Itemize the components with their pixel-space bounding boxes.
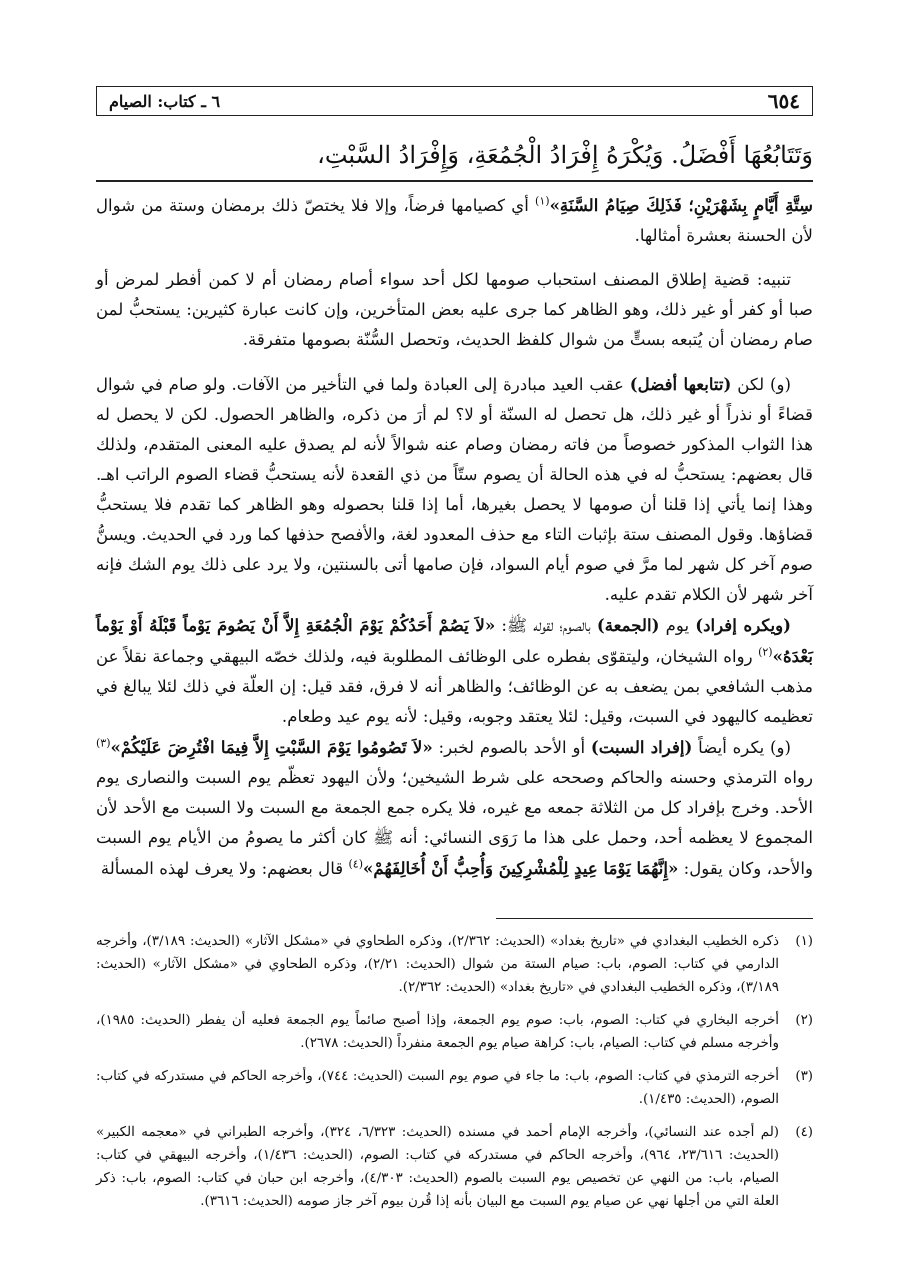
footnote xyxy=(96,1065,813,1111)
paragraph-lead: (و) لكن xyxy=(731,375,791,394)
footnote-text: أخرجه البخاري في كتاب: الصوم، باب: صوم يوم الجمعة، وإذا أصبح صائماً يوم الجمعة فعليه أن يفطر (الحديث: ١٩٨٥)، وأخرجه مسلم في كتاب: الصيام، باب: كراهة صيام يوم الجمعة منفرداً (الحديث: ٢٦٧٨). xyxy=(96,1013,779,1051)
paragraph-text: رواه الترمذي وحسنه والحاكم وصححه على شرط الشيخين؛ ولأن اليهود تعظّم يوم السبت والنصارى يوم الأحد. وخرج بإفراد كل من الثلاثة جمعه مع غيره، فلا يكره جمع الجمعة مع السبت ولا السبت مع الأحد لأن المجموع لا يعظمه أحد، وحمل على هذا ما رَوَى النسائي: أنه ﷺ كان أكثر ما يصومُ من الأيام يوم السبت والأحد، وكان يقول: xyxy=(96,768,813,878)
paragraph-5 xyxy=(96,732,813,884)
footnote xyxy=(96,1121,813,1213)
chapter-title: ٦ ـ كتاب: الصيام xyxy=(109,91,221,111)
paragraph-text: أي كصيامها فرضاً، وإلا فلا يختصّ ذلك برمضان وستة من شوال لأن الحسنة بعشرة أمثالها. xyxy=(96,196,813,245)
matn-divider xyxy=(96,180,813,182)
footnote-text: (لم أجده عند النسائي)، وأخرجه الإمام أحمد في مسنده (الحديث: ٦/٣٢٣، ٣٢٤)، وأخرجه الطبراني في «معجمه الكبير» (الحديث: ٢٣/٦١٦، ٩٦٤)، وأخرجه الحاكم في مستدركه في كتاب: الصوم، (الحديث: ١/٤٣٦)، وأخرجه البيهقي في كتاب: الصيام، باب: من النهي عن تخصيص يوم السبت بالصوم (الحديث: ٤/٣٠٣)، وأخرجه ابن حبان في كتاب: الصوم، باب: ذكر العلة التي من أجلها نهي عن صيام يوم السبت مع البيان بأنه إذا قُرن بيوم آخر جاز صومه (الحديث: ٣٦١٦). xyxy=(96,1125,779,1209)
page-number: ٦٥٤ xyxy=(767,89,800,113)
matn-quote: (الجمعة) xyxy=(596,615,660,635)
footnote-text: ذكره الخطيب البغدادي في «تاريخ بغداد» (الحديث: ٢/٣٦٢)، وذكره الطحاوي في «مشكل الآثار» (الحديث: ٣/١٨٩)، وأخرجه الدارمي في كتاب: الصوم، باب: صيام الستة من شوال (الحديث: ٢/٢١)، وذكره الطحاوي في «مشكل الآثار» (الحديث: ٣/١٨٩)، وذكره الخطيب البغدادي في «تاريخ بغداد» (الحديث: ٢/٣٦٢). xyxy=(96,934,779,995)
page-header xyxy=(96,86,813,116)
paragraph-3 xyxy=(96,369,813,610)
paragraph-text: يوم xyxy=(659,616,696,635)
matn-quote: (ويكره إفراد) xyxy=(695,615,791,635)
hadith-quote: «لاَ تَصُومُوا يَوْمَ السَّبْتِ إِلاَّ فِيمَا افْتُرِضَ عَلَيْكُمْ» xyxy=(110,737,433,757)
paragraph-text: بالصوم؛ لقوله ﷺ: xyxy=(495,616,597,635)
footnote-text: أخرجه الترمذي في كتاب: الصوم، باب: ما جاء في صوم يوم السبت (الحديث: ٧٤٤)، وأخرجه الحاكم في مستدركه في كتاب: الصوم، (الحديث: ١/٤٣٥). xyxy=(96,1069,779,1107)
paragraph-text: رواه الشيخان، وليتقوّى بفطره على الوظائف المطلوبة فيه، ولذلك خصّه البيهقي وجماعة نقلاً عن مذهب الشافعي بمن يضعف به عن الوظائف؛ والظاهر أنه لا فرق، فقد قيل: إن العلّة في ذلك لئلا يبالغ في تعظيمه كاليهود في السبت، وقيل: لئلا يعتقد وجوبه، وقيل: لأنه يوم عيد وطعام. xyxy=(96,647,813,726)
paragraph-text: عقب العيد مبادرة إلى العبادة ولما في التأخير من الآفات. ولو صام في شوال قضاءً أو نذراً أو غير ذلك، هل تحصل له السنّة أو لا؟ لم أرَ من ذكره، والظاهر الحصول. لكن لا يحصل له هذا الثواب المذكور خصوصاً من فاته رمضان وصام عنه شوالاً لأنه لم يصدق عليه المعنى المتقدم، ولذلك قال بعضهم: يستحبُّ له في هذه الحالة أن يصوم ستّاً من ذي القعدة لأنه يستحبُّ قضاء الصوم الراتب اهـ. وهذا إنما يأتي إذا قلنا أن صومها لا يحصل بغيرها، أما إذا قلنا بحصوله وهو الظاهر كما تقدم فلا يستحبُّ قضاؤها. وقول المصنف ستة بإثبات التاء مع حذف المعدود لغة، والأفصح حذفها كما ورد في الحديث. ويسنُّ صوم آخر كل شهر لما مرَّ في صوم أيام السواد، فإن صامها أتى بالسنتين، ولا يرد على ذلك يوم الشك فإنه آخر شهر لأن الكلام تقدم عليه. xyxy=(96,375,813,604)
hadith-fragment: سِتَّةِ أَيَّامٍ بِشَهْرَيْنِ؛ فَذَلِكَ صِيَامُ السَّنَةِ» xyxy=(549,195,814,215)
paragraph-1 xyxy=(96,190,813,251)
footnotes xyxy=(96,930,813,1223)
footnote-divider xyxy=(496,918,813,919)
matn-text: وَتَتَابُعُهَا أَفْضَلُ. وَيُكْرَهُ إِفْرَادُ الْجُمُعَةِ، وَإِفْرَادُ السَّبْتِ، xyxy=(317,141,813,169)
matn-quote: (إفراد السبت) xyxy=(590,737,693,757)
paragraph-text: أو الأحد بالصوم لخبر: xyxy=(432,738,591,757)
paragraph-text: قال بعضهم: ولا يعرف لهذه المسألة xyxy=(100,859,349,878)
footnote-ref-1[interactable]: (١) xyxy=(535,194,550,208)
paragraph-4 xyxy=(96,610,813,732)
footnote-number: (٢) xyxy=(795,1013,813,1028)
footnote-ref-3[interactable]: (٣) xyxy=(96,736,111,750)
footnote-ref-2[interactable]: (٢) xyxy=(758,645,773,659)
paragraph-text: تنبيه: قضية إطلاق المصنف استحباب صومها لكل أحد سواء أصام رمضان أم لا كمن أفطر لمرض أو صبا أو كفر أو غير ذلك، وهو الظاهر كما جرى عليه بعض المتأخرين، وإن كانت عبارة كثيرين: يستحبُّ لمن صام رمضان أن يُتبعه بستٍّ من شوال كلفظ الحديث، وتحصل السُّنّة بصومها متفرقة. xyxy=(96,270,814,349)
paragraph-2-tanbih xyxy=(96,265,813,355)
hadith-quote: «إِنَّهُمَا يَوْمَا عِيدٍ لِلْمُشْرِكِينَ وَأُحِبُّ أَنْ أُخَالِفَهُمْ» xyxy=(363,858,679,878)
footnote-ref-4[interactable]: (٤) xyxy=(348,857,363,871)
footnote-number: (٤) xyxy=(795,1125,813,1140)
commentary-body xyxy=(96,190,813,884)
hadith-quote: «لاَ يَصُمْ أَحَدُكُمْ يَوْمَ الْجُمُعَةِ إِلاَّ أَنْ يَصُومَ يَوْماً قَبْلَهُ أَوْ يَوْماً بَعْدَهُ» xyxy=(96,615,813,666)
footnote-number: (١) xyxy=(795,934,813,949)
footnote xyxy=(96,930,813,999)
paragraph-lead: (و) يكره أيضاً xyxy=(692,738,791,757)
matn-quote: (تتابعها أفضل) xyxy=(629,374,732,394)
footnote xyxy=(96,1009,813,1055)
footnote-number: (٣) xyxy=(795,1069,813,1084)
